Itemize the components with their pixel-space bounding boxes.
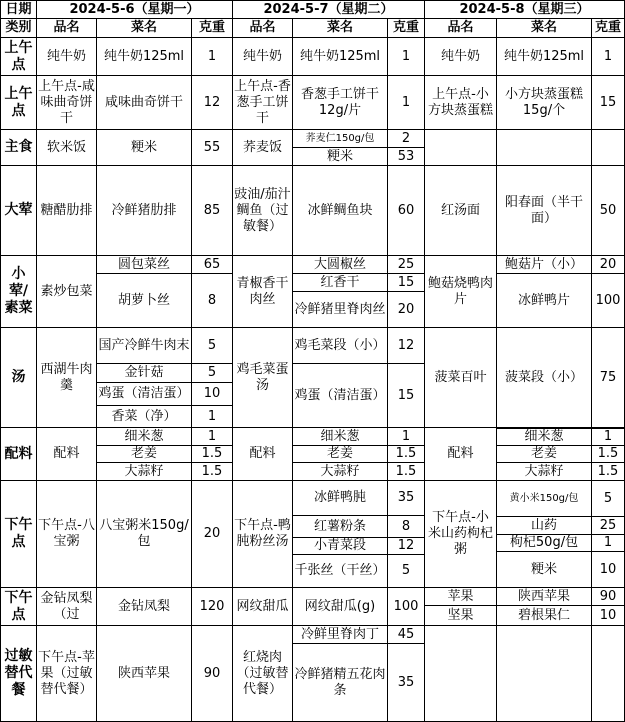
column-header-weight: 克重 xyxy=(388,19,425,38)
ingredient-weight: 65 xyxy=(192,256,233,274)
ingredient-name: 红香干 xyxy=(293,274,388,292)
ingredient-weight: 25 xyxy=(592,517,625,535)
ingredient-name: 荞麦仁150g/包 xyxy=(293,130,388,148)
ingredient-name: 菠菜段（小） xyxy=(497,328,592,428)
dish-name xyxy=(425,130,497,166)
ingredient-name: 枸杞50g/包 xyxy=(497,535,592,552)
dish-name: 鲍菇烧鸭肉片 xyxy=(425,256,497,328)
column-header-dish: 品名 xyxy=(37,19,97,38)
ingredient-weight: 15 xyxy=(592,76,625,130)
ingredient-name: 鸡蛋（清洁蛋） xyxy=(97,383,192,406)
ingredient-weight: 1.5 xyxy=(388,463,425,481)
column-header-dish: 品名 xyxy=(425,19,497,38)
ingredient-weight: 10 xyxy=(592,552,625,588)
ingredient-name: 网纹甜瓜(g) xyxy=(293,588,388,626)
ingredient-weight: 100 xyxy=(388,588,425,626)
dish-name: 下午点-苹果（过敏替代餐） xyxy=(37,626,97,722)
ingredient-name: 黄小米150g/包 xyxy=(497,481,592,517)
ingredient-name: 冰鲜鸭肫 xyxy=(293,481,388,516)
dish-name: 下午点-鸭肫粉丝汤 xyxy=(233,481,293,588)
header-date-day-1: 2024-5-7（星期二） xyxy=(233,0,425,19)
ingredient-name: 纯牛奶125ml xyxy=(497,38,592,76)
ingredient-weight: 5 xyxy=(592,481,625,517)
ingredient-weight: 90 xyxy=(592,588,625,606)
ingredient-name: 纯牛奶125ml xyxy=(293,38,388,76)
ingredient-name: 小青菜段 xyxy=(293,538,388,555)
column-header-weight: 克重 xyxy=(592,19,625,38)
ingredient-name: 纯牛奶125ml xyxy=(97,38,192,76)
ingredient-name: 老姜 xyxy=(293,446,388,463)
dish-name: 鸡毛菜蛋汤 xyxy=(233,328,293,428)
ingredient-weight: 12 xyxy=(388,328,425,364)
header-date-day-2: 2024-5-8（星期三） xyxy=(425,0,625,19)
dish-name: 配料 xyxy=(425,428,497,481)
ingredient-name: 金钻凤梨 xyxy=(97,588,192,626)
ingredient-weight: 75 xyxy=(592,328,625,428)
ingredient-name: 细米葱 xyxy=(293,428,388,446)
ingredient-weight: 20 xyxy=(592,256,625,274)
ingredient-weight: 1.5 xyxy=(388,446,425,463)
header-category-label: 类别 xyxy=(0,19,37,38)
ingredient-weight: 35 xyxy=(388,481,425,516)
dish-name: 配料 xyxy=(37,428,97,481)
ingredient-weight: 1 xyxy=(592,535,625,552)
dish-name: 苹果 xyxy=(425,588,497,606)
ingredient-name: 冰鲜鸭片 xyxy=(497,274,592,328)
dish-name: 红汤面 xyxy=(425,166,497,256)
ingredient-weight: 1.5 xyxy=(192,446,233,463)
ingredient-weight: 10 xyxy=(192,383,233,406)
column-header-ingredient: 菜名 xyxy=(497,19,592,38)
dish-name: 糖醋肋排 xyxy=(37,166,97,256)
ingredient-name: 粳米 xyxy=(497,552,592,588)
ingredient-weight: 12 xyxy=(192,76,233,130)
ingredient-name: 细米葱 xyxy=(97,428,192,446)
dish-name: 青椒香干肉丝 xyxy=(233,256,293,328)
ingredient-name: 冷鲜里脊肉丁 xyxy=(293,626,388,644)
ingredient-name: 圆包菜丝 xyxy=(97,256,192,274)
ingredient-weight: 1 xyxy=(192,428,233,446)
category-label: 上午点 xyxy=(0,38,37,76)
header-date-label: 日期 xyxy=(0,0,37,19)
ingredient-weight: 20 xyxy=(388,292,425,328)
category-label: 大荤 xyxy=(0,166,37,256)
ingredient-name: 阳春面（半干面） xyxy=(497,166,592,256)
ingredient-weight: 8 xyxy=(388,516,425,538)
empty-cell xyxy=(497,130,592,166)
category-label: 主食 xyxy=(0,130,37,166)
ingredient-weight: 2 xyxy=(388,130,425,148)
empty-cell xyxy=(592,130,625,166)
ingredient-name: 大蒜籽 xyxy=(293,463,388,481)
ingredient-weight: 25 xyxy=(388,256,425,274)
ingredient-name: 冷鲜猪肋排 xyxy=(97,166,192,256)
empty-cell xyxy=(592,626,625,722)
ingredient-name: 八宝粥米150g/包 xyxy=(97,481,192,588)
dish-name: 豉油/茄汁鲷鱼（过敏餐） xyxy=(233,166,293,256)
category-label: 配料 xyxy=(0,428,37,481)
ingredient-name: 冷鲜猪里脊肉丝 xyxy=(293,292,388,328)
ingredient-weight: 15 xyxy=(388,274,425,292)
ingredient-weight: 55 xyxy=(192,130,233,166)
ingredient-weight: 90 xyxy=(192,626,233,722)
dish-name: 菠菜百叶 xyxy=(425,328,497,428)
dish-name: 网纹甜瓜 xyxy=(233,588,293,626)
dish-name: 红烧肉（过敏替代餐） xyxy=(233,626,293,722)
ingredient-name: 大蒜籽 xyxy=(97,463,192,481)
column-header-ingredient: 菜名 xyxy=(293,19,388,38)
ingredient-name: 国产冷鲜牛肉末 xyxy=(97,328,192,364)
ingredient-weight: 8 xyxy=(192,274,233,328)
ingredient-name: 鸡蛋（清洁蛋） xyxy=(293,364,388,428)
ingredient-weight: 12 xyxy=(388,538,425,555)
category-label: 上午点 xyxy=(0,76,37,130)
ingredient-name: 红薯粉条 xyxy=(293,516,388,538)
ingredient-name: 大圆椒丝 xyxy=(293,256,388,274)
category-label: 下午点 xyxy=(0,481,37,588)
ingredient-weight: 1 xyxy=(592,428,625,446)
dish-name: 下午点-八宝粥 xyxy=(37,481,97,588)
header-date-day-0: 2024-5-6（星期一） xyxy=(37,0,233,19)
ingredient-name: 碧根果仁 xyxy=(497,606,592,626)
ingredient-name: 鸡毛菜段（小） xyxy=(293,328,388,364)
ingredient-name: 粳米 xyxy=(293,148,388,166)
ingredient-weight: 1.5 xyxy=(592,446,625,463)
category-label: 下午点 xyxy=(0,588,37,626)
dish-name: 下午点-小米山药枸杞粥 xyxy=(425,481,497,588)
dish-name: 上午点-咸味曲奇饼干 xyxy=(37,76,97,130)
dish-name: 软米饭 xyxy=(37,130,97,166)
ingredient-name: 冷鲜猪精五花肉条 xyxy=(293,644,388,722)
ingredient-name: 粳米 xyxy=(97,130,192,166)
ingredient-name: 千张丝（干丝） xyxy=(293,555,388,588)
empty-cell xyxy=(497,626,592,722)
ingredient-name: 大蒜籽 xyxy=(497,463,592,481)
category-label: 小荤/素菜 xyxy=(0,256,37,328)
ingredient-weight: 1 xyxy=(388,428,425,446)
ingredient-weight: 1.5 xyxy=(192,463,233,481)
dish-name: 纯牛奶 xyxy=(425,38,497,76)
category-label: 汤 xyxy=(0,328,37,428)
ingredient-weight: 1 xyxy=(388,76,425,130)
ingredient-name: 陕西苹果 xyxy=(97,626,192,722)
dish-name: 荞麦饭 xyxy=(233,130,293,166)
ingredient-weight: 5 xyxy=(192,364,233,383)
ingredient-weight: 120 xyxy=(192,588,233,626)
dish-name: 西湖牛肉羹 xyxy=(37,328,97,428)
column-header-weight: 克重 xyxy=(192,19,233,38)
ingredient-weight: 50 xyxy=(592,166,625,256)
ingredient-name: 香菜（净） xyxy=(97,406,192,428)
ingredient-weight: 1.5 xyxy=(592,463,625,481)
ingredient-weight: 5 xyxy=(388,555,425,588)
dish-name: 上午点-小方块蒸蛋糕 xyxy=(425,76,497,130)
ingredient-weight: 1 xyxy=(388,38,425,76)
ingredient-weight: 100 xyxy=(592,274,625,328)
ingredient-weight: 53 xyxy=(388,148,425,166)
dish-name xyxy=(425,626,497,722)
ingredient-weight: 15 xyxy=(388,364,425,428)
ingredient-name: 咸味曲奇饼干 xyxy=(97,76,192,130)
ingredient-name: 山药 xyxy=(497,517,592,535)
dish-name: 上午点-香葱手工饼干 xyxy=(233,76,293,130)
dish-name: 纯牛奶 xyxy=(233,38,293,76)
ingredient-name: 胡萝卜丝 xyxy=(97,274,192,328)
ingredient-weight: 60 xyxy=(388,166,425,256)
dish-name: 金钻凤梨（过 xyxy=(37,588,97,626)
ingredient-weight: 85 xyxy=(192,166,233,256)
ingredient-weight: 1 xyxy=(192,406,233,428)
ingredient-name: 老姜 xyxy=(97,446,192,463)
ingredient-weight: 1 xyxy=(592,38,625,76)
ingredient-name: 细米葱 xyxy=(497,428,592,446)
ingredient-weight: 20 xyxy=(192,481,233,588)
dish-name: 纯牛奶 xyxy=(37,38,97,76)
category-label: 过敏替代餐 xyxy=(0,626,37,722)
ingredient-weight: 1 xyxy=(192,38,233,76)
ingredient-name: 冰鲜鲷鱼块 xyxy=(293,166,388,256)
ingredient-name: 金针菇 xyxy=(97,364,192,383)
ingredient-name: 小方块蒸蛋糕15g/个 xyxy=(497,76,592,130)
column-header-ingredient: 菜名 xyxy=(97,19,192,38)
ingredient-name: 鲍菇片（小） xyxy=(497,256,592,274)
dish-name: 素炒包菜 xyxy=(37,256,97,328)
ingredient-weight: 5 xyxy=(192,328,233,364)
dish-name: 坚果 xyxy=(425,606,497,626)
ingredient-weight: 45 xyxy=(388,626,425,644)
ingredient-name: 陕西苹果 xyxy=(497,588,592,606)
column-header-dish: 品名 xyxy=(233,19,293,38)
dish-name: 配料 xyxy=(233,428,293,481)
ingredient-weight: 35 xyxy=(388,644,425,722)
ingredient-name: 香葱手工饼干12g/片 xyxy=(293,76,388,130)
ingredient-weight: 10 xyxy=(592,606,625,626)
ingredient-name: 老姜 xyxy=(497,446,592,463)
